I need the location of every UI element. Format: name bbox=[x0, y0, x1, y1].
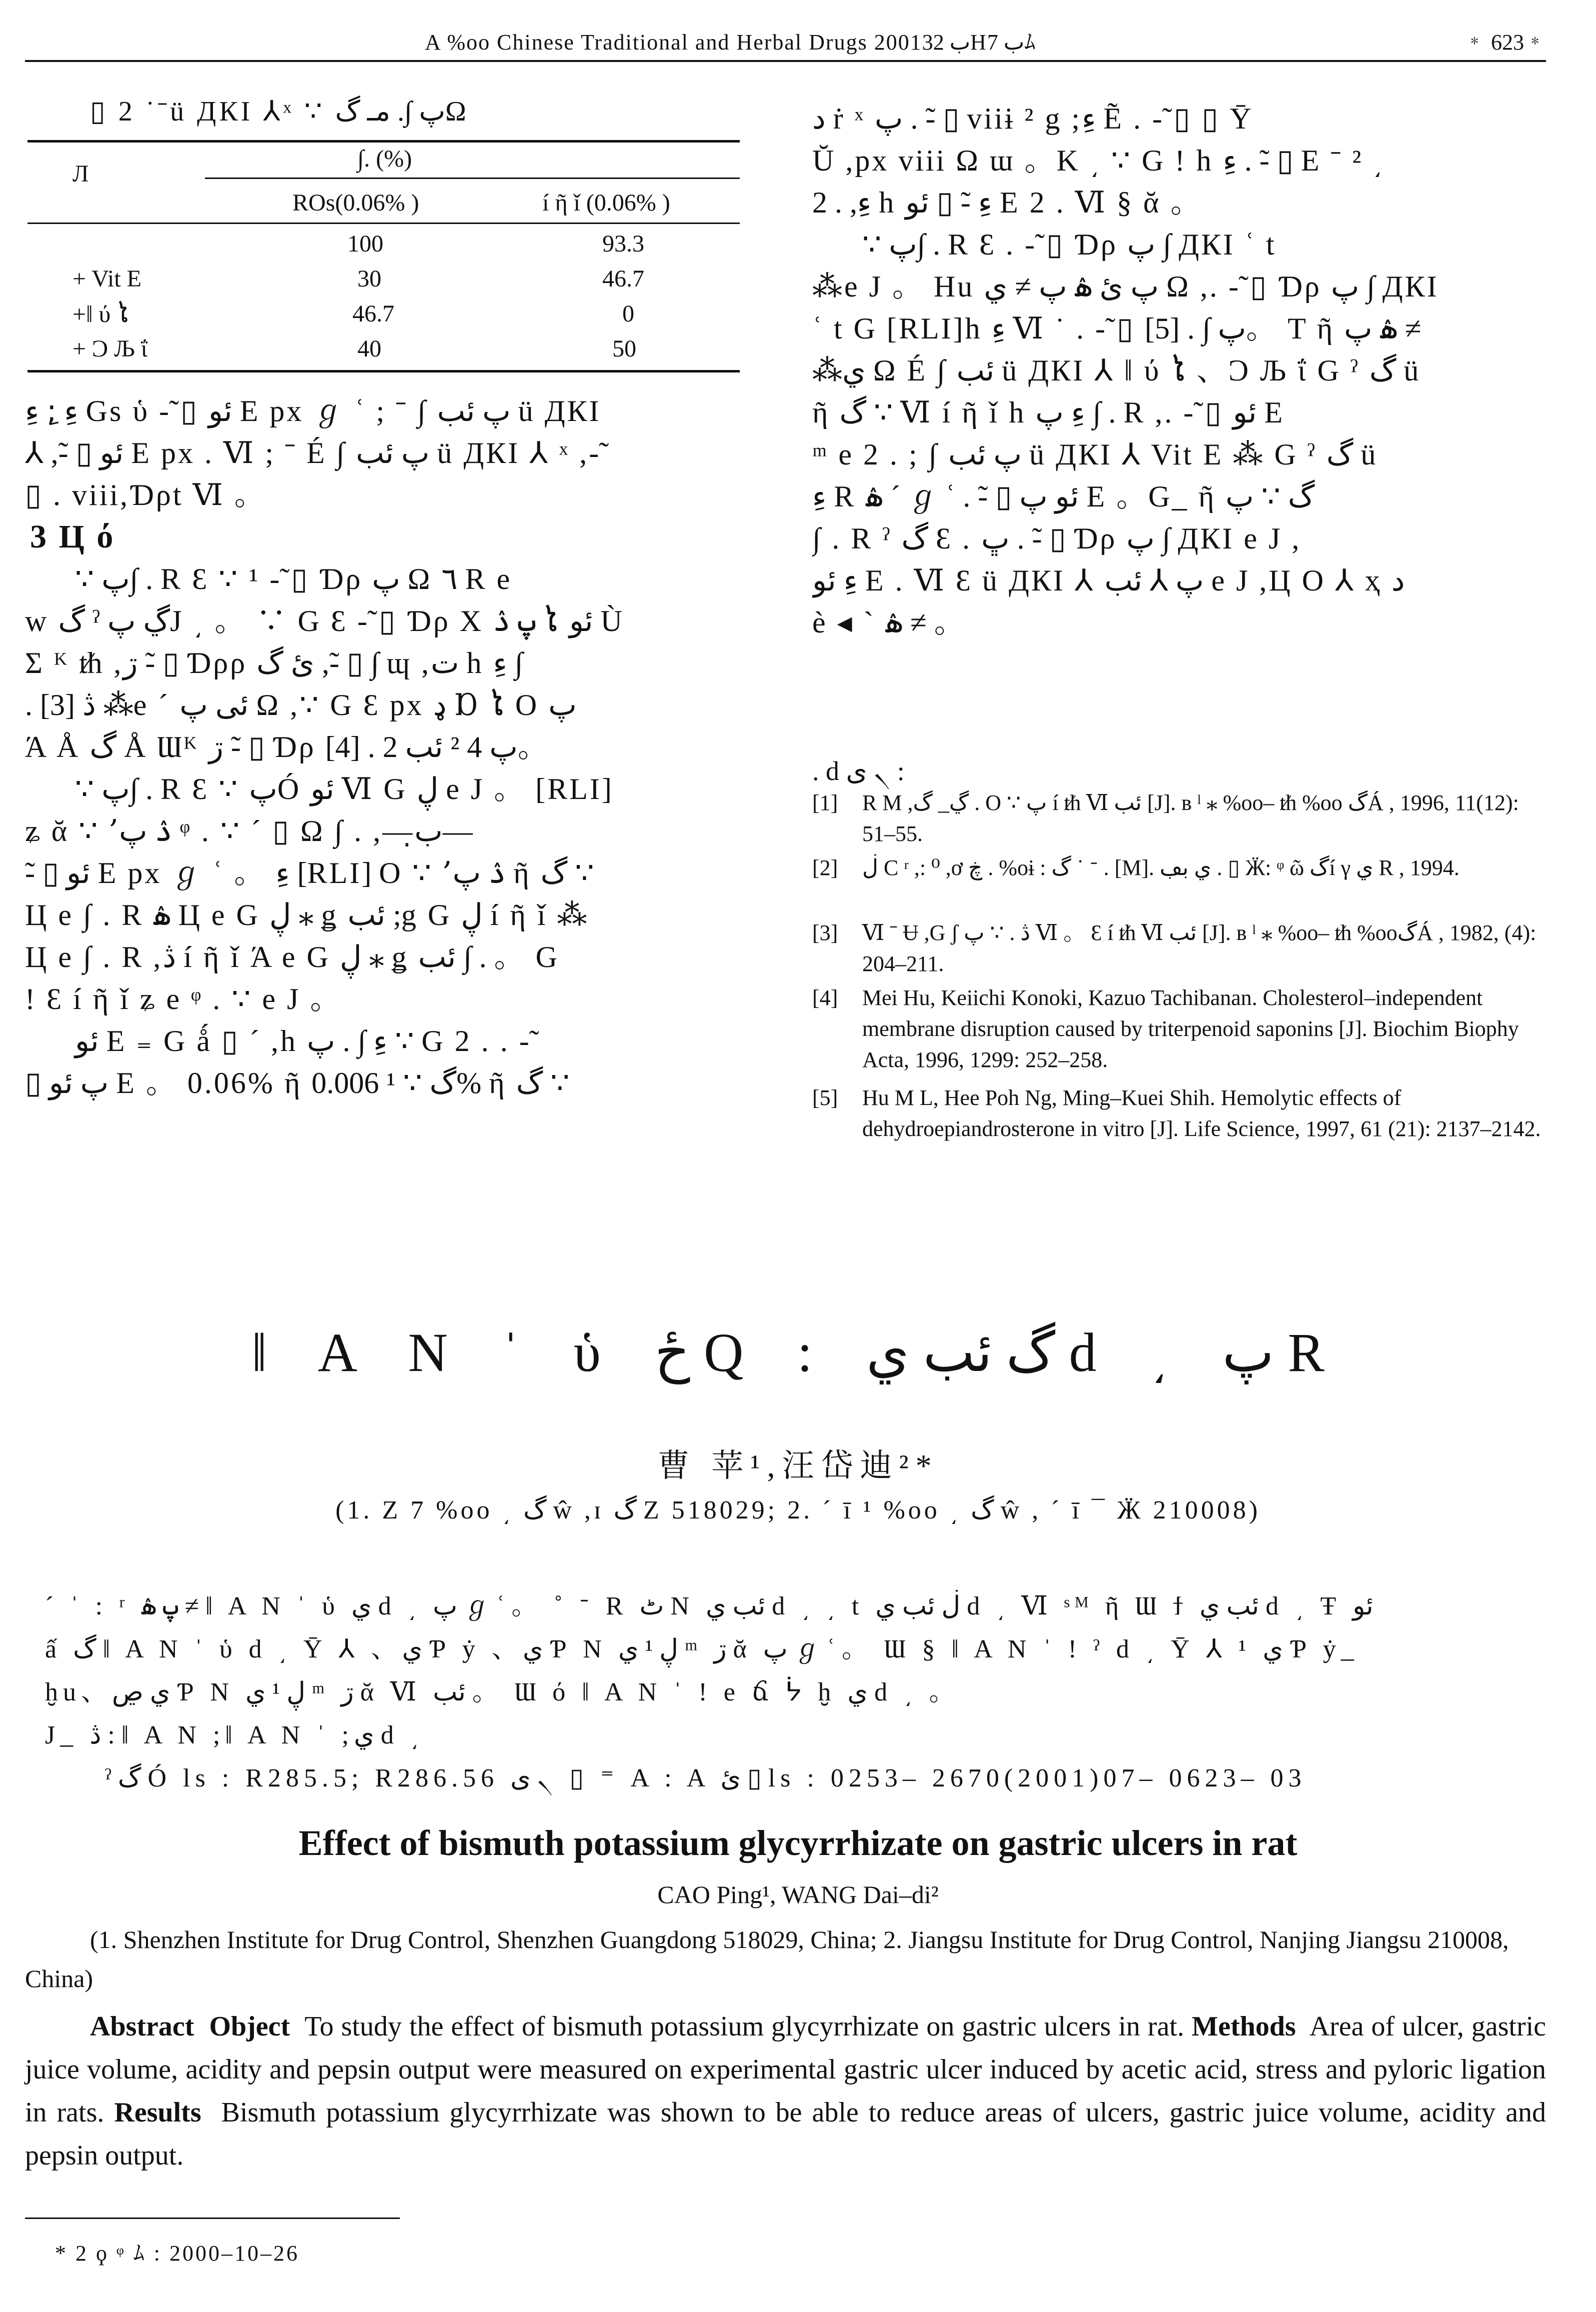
paragraph-line: -̃ ▯ ئو E px ℊ ʿ 。 ءِ [RLI] O ∵ ՚ۮ پ ῆ گ ∵ bbox=[25, 856, 594, 890]
paragraph-line: Ц e ∫ . R ۿ Ц e G ڸ ⁎ ǥ ئب ;g G ڸ í ῆ ǐ ⁂ bbox=[25, 898, 589, 932]
abstract-en bbox=[25, 2005, 1546, 2177]
reference-item bbox=[812, 918, 1547, 978]
table-cell: 46.7 bbox=[602, 266, 644, 292]
table-cell: 30 bbox=[357, 266, 381, 292]
header-rule bbox=[25, 60, 1546, 62]
paragraph-line: ∵ پ∫ . R Ɛ ∵ ¹ -̃ ▯ Ɗρ پ Ω ٦ R e bbox=[75, 562, 512, 596]
right-column-text bbox=[812, 98, 1547, 644]
paragraph-line: ءِ ئو E . Ⅵ Ɛ ü ДКI ⅄ پ ⅄ ئب e J ,Ц O ⅄ ҳ د bbox=[812, 564, 1405, 597]
abstract-cn-line: ḫu、ي ڝ Ƥ N ڸ ¹ ي ᵐ ڗ ᾰ Ⅵ ئب 。 Ɯ ό ǁ A N ˈ ǃ e ճ ᔮ ḫ ي d ͵ 。 bbox=[45, 1678, 960, 1706]
table-cell: 40 bbox=[357, 336, 381, 362]
paragraph-line: w گ ˀ ڲ پJ ͵ 。 ∵ G Ɛ -̃ ▯ Ɗρ Χ پ ۮ ໄ ئو Ù bbox=[25, 604, 624, 638]
reference-item bbox=[812, 982, 1547, 1078]
paragraph-line: è ◂ ˋ ۿ ≠ 。 bbox=[812, 606, 966, 639]
keywords-cn: J_ ڎ : ǁ A N ;ǁ A N ˈ ;ي d ͵ bbox=[45, 1721, 424, 1750]
reference-number: [2] bbox=[812, 856, 838, 880]
reference-item bbox=[812, 788, 1547, 848]
reference-text: Mei Hu, Keiichi Konoki, Kazuo Tachibanan. Cholesterol–independent membrane disruption caused by triterpenoid saponins [J]. Biochim Biophy Acta, 1996, 1299: 252–258. bbox=[862, 986, 1519, 1072]
paragraph-line: ▯ پ ئو E 。 0.06% ῆ گ ∵ ¹ 0.006% ῆ گ ∵ bbox=[25, 1066, 570, 1100]
reference-text: Ⅵ ˉ Ʉ ,G ʃ ڎ . ∵ پ Ⅵ 。 Ɛ í ᵺ Ⅵ ئب [J]. ʙ ˡ ⁎ %oo– ᵺ %ooگÁ , 1982, (4): 204–211. bbox=[862, 920, 1537, 976]
article-authors-en: CAO Ping¹, WANG Dai–di² bbox=[657, 1880, 939, 1908]
table-cell: 100 bbox=[347, 230, 383, 257]
table-mid-rule bbox=[205, 178, 740, 179]
results-label: Results bbox=[114, 2097, 201, 2128]
paragraph-line: ∫ . R ˀ گ Ɛ . ڀ . -̃ ▯ Ɗρ پ ∫ ДКI e J , bbox=[812, 522, 1302, 555]
table-cell: 0 bbox=[622, 300, 634, 327]
paragraph-line: Σ ᴷ ᵺ ,ڗ -̃ ▯ Ɗρρ ئ گ ,-̃ ▯ ∫ ɰ ,ت h ءِ ∫ bbox=[25, 646, 523, 680]
reference-text: Hu M L, Hee Poh Ng, Ming–Kuei Shih. Hemolytic effects of dehydroepiandrosterone in vitro [J]. Life Science, 1997, 61 (21): 2137–2142. bbox=[862, 1086, 1541, 1141]
article-title-cn: ǁ A N ˈ ὑ ځ Q : گ ئب ي d ͵ پ R bbox=[251, 1322, 1345, 1383]
paragraph-line: Ц e ∫ . R ,ڎ í ῆ ǐ Ά e G ڸ ⁎ ǥ ئب ∫ . 。 G bbox=[25, 940, 559, 974]
table-row-label: + Vit E bbox=[72, 266, 141, 292]
footnote: * 2 ϙ ᵠ ﾑ : 2000–10–26 bbox=[55, 2241, 299, 2266]
references-heading: . d ی ৲ : bbox=[812, 756, 905, 786]
results-text: Bismuth potassium glycyrrhizate was shown to be able to reduce areas of ulcers, gastric juice volume, acidity and pepsin output. bbox=[25, 2097, 1547, 2171]
classification-cn: ˀ گ Ó ls : R285.5; R286.56 ی ৲ ▯ ⁼ A : A ئ ▯ ls : 0253– 2670(2001)07– 0623– 03 bbox=[105, 1764, 1307, 1792]
table-row-label: +ǁ ύ ໄ bbox=[72, 301, 128, 328]
reference-text: R M ,ڲ_ گ . O ∵ پ í ᵺ Ⅵ ئب [J]. ʙ ˡ ⁎ %oo– ᵺ %oo گÁ , 1996, 11(12): 51–55. bbox=[862, 790, 1519, 846]
paragraph-line: ءِ ;ِ ءِ Gs ὑ -̃ ▯ ئو E px ℊ ʿ ; ˉ ∫ پ ئب ü ДКI bbox=[25, 394, 601, 428]
paragraph-line: د ṙ ˣ پ . -̃ ▯ viiɨ ² g ;ءِ Ẽ . -̃ ▯ ▯ Ȳ bbox=[812, 102, 1254, 135]
running-header bbox=[25, 14, 1546, 64]
paragraph-line: Ά Å گ Å Ɯᴷ ڗ -̃ ▯ Ɗρ پ 4 ² ئب 2 . [4]。 bbox=[25, 730, 550, 764]
section-heading: 3 Ц ό bbox=[30, 518, 115, 555]
paragraph-line: ∵ پ∫ . R Ɛ ∵ پÓ ئو Ⅵ G ڸ e J 。 [RLI] bbox=[75, 772, 614, 806]
abstract-cn-line: ˊ ˈ : ʳ پ ۿ ≠ ǁ A N ˈ ὑ ي d ͵ پ ℊ ʿ 。 ˚ ᐨ R ٹ N ئب ي d ͵ ͵ t ڶ ئب ي d ͵ Ⅵ ˢᴹ ῆ Ɯ ϯ ئب ي d ͵ Ŧ ئو bbox=[45, 1592, 1374, 1620]
table-cell: 46.7 bbox=[352, 300, 394, 327]
reference-item bbox=[812, 1082, 1547, 1182]
table-top-rule bbox=[27, 140, 740, 142]
paragraph-line: ئو E ₌ G ǻ ▯ ˊ ,h ءِ ∫ . پ ∵ G 2 . . -̃ bbox=[75, 1024, 531, 1058]
paragraph-line: ▯ . viii,Ɗρt Ⅵ 。 bbox=[25, 478, 266, 512]
abstract-cn bbox=[45, 1585, 1545, 1800]
table-head-span: ∫. (%) bbox=[357, 146, 412, 172]
methods-text: Area of ulcer, gastric juice volume, acidity and pepsin output were measured on experimental gastric ulcer induced by acetic acid, stress and pyloric ligation in rats. bbox=[25, 2011, 1547, 2128]
table-head-group: Л bbox=[72, 160, 89, 187]
article-authors-cn: 曹 苹¹,汪岱迪²* bbox=[657, 1448, 939, 1484]
paragraph-line: ⁂e J 。 Hu پ ئ ۿ پ ≠ ي Ω ,. -̃ ▯ Ɗρ پ ∫ ДКI bbox=[812, 270, 1439, 303]
paragraph-line: Ŭ ,px viii Ω ɯ 。K ͵ ∵ G ǃ h ءِ . -̃ ▯ E ˉ ² ͵ bbox=[812, 144, 1385, 177]
article-affiliation-en: (1. Shenzhen Institute for Drug Control, Shenzhen Guangdong 518029, China; 2. Jiangsu Institute for Drug Control, Nanjing Jiangsu 210008, China) bbox=[25, 1926, 1509, 1992]
paragraph-line: ǃ Ɛ í ῆ ǐ ʑ e ᵠ . ∵ e J 。 bbox=[25, 982, 342, 1016]
paragraph-line: ῆ گ ∵ Ⅵ í ῆ ǐ h ءِ پ ∫ . R ,. -̃ ▯ ئو E bbox=[812, 396, 1285, 429]
paragraph-line: . [3] ڎ ⁂e ˊ ئی پ Ω ,∵ G Ɛ px ډ Ɒ ໄ O پ bbox=[25, 688, 577, 722]
paragraph-line: ʑ ᾰ ∵ ՚ۮ پ ᵠ . ∵ ˊ ▯ Ω ∫ . ,—ب̣— bbox=[25, 814, 473, 848]
abstract-label: Abstract bbox=[90, 2011, 194, 2042]
table-head-rule bbox=[27, 222, 740, 224]
article-title-en: Effect of bismuth potassium glycyrrhizate on gastric ulcers in rat bbox=[298, 1823, 1298, 1863]
paragraph-line: ᵐ e 2 . ; ∫ پ ئب ü ДКI ⅄ Vit E ⁂ G ˀ گ ü bbox=[812, 438, 1378, 471]
abstract-cn-line: ấ گ ǁ A N ˈ ὑ d ͵ Ȳ ⅄ 、ي Ƥ ẏ 、ي Ƥ N ڸ ¹ ي ᵐ ڗ ᾰ پ ℊ ʿ 。 Ɯ § ǁ A N ˈ ǃ ˀ d ͵ Ȳ ⅄ ¹ ي Ƥ ẏ_ bbox=[45, 1635, 1359, 1664]
reference-number: [3] bbox=[812, 920, 838, 945]
table-col-2: í ῆ ǐ (0.06% ) bbox=[542, 190, 670, 216]
footnote-rule bbox=[25, 2218, 400, 2219]
paragraph-line: 2 . ,ءِ h ءِ -̃ ▯ ئو E 2 . Ⅵ § ᾰ 。 bbox=[812, 186, 1203, 219]
running-title: A %oo Chinese Traditional and Herbal Drugs 2001ب 32Hب 7ﾑ bbox=[425, 30, 1037, 54]
table-bottom-rule bbox=[27, 370, 740, 372]
paragraph-line: ∵ پ∫ . R Ɛ . -̃ ▯ Ɗρ پ ∫ ДКI ʿ t bbox=[862, 228, 1277, 261]
page-number: ﹡ 623﹡ bbox=[1464, 30, 1546, 54]
reference-item bbox=[812, 852, 1547, 912]
reference-number: [5] bbox=[812, 1086, 838, 1110]
reference-text: ڶ C ʳ ,: ⁰ ,ơ ڿ . %oɨ : گ ˙ ᐨ . [M]. ي بڢ . ▯ Ӝ: ᵠ ῶ گí γ ي R , 1994. bbox=[862, 856, 1460, 880]
paragraph-line: ⅄ ,-̃ ▯ ئو E px . Ⅵ ; ˉ É ∫ پ ئب ü ДКI ⅄ ˣ ,-̃ bbox=[25, 436, 601, 470]
paragraph-line: ءِ R ۿ ˊ ℊ ʿ . -̃ ▯ ئو پ E 。G_ ῆ گ ∵ پ bbox=[812, 480, 1315, 513]
table-cell: 50 bbox=[612, 336, 636, 362]
object-text: To study the effect of bismuth potassium glycyrrhizate on gastric ulcers in rat. bbox=[304, 2011, 1185, 2042]
paragraph-line: ʿ t G [RLI]h ءِ Ⅵ ˙ . -̃ ▯ پ ∫ . [5]。 T ῆ ۿ پ ≠ bbox=[812, 312, 1422, 345]
reference-number: [4] bbox=[812, 986, 838, 1010]
table-col-1: ROs(0.06% ) bbox=[292, 190, 419, 216]
table-row-label: + Ͻ Љ ΐ bbox=[72, 336, 147, 362]
methods-label: Methods bbox=[1192, 2011, 1296, 2042]
table-caption: ▯ 2 ˙ˉü ДКI ⅄ˣ ∵ پ ∫. مـ گΩ bbox=[90, 96, 469, 127]
table-cell: 93.3 bbox=[602, 230, 644, 257]
left-column-text bbox=[25, 390, 745, 1104]
paragraph-line: ⁂ي Ω É ∫ ئب ü ДКI ⅄ ǁ ύ ໄ 、Ͻ Љ ΐ G ˀ گ ü bbox=[812, 354, 1421, 387]
data-table bbox=[27, 140, 740, 385]
object-label: Object bbox=[209, 2011, 290, 2042]
article-affiliation-cn: (1. Z 7 %oo ͵ گ ŵ ,ɪ گ Z 518029; 2. ´ ī ¹ %oo ͵ گ ŵ , ´ ī ¯ Ӝ 210008) bbox=[335, 1496, 1261, 1524]
reference-number: [1] bbox=[812, 790, 838, 815]
